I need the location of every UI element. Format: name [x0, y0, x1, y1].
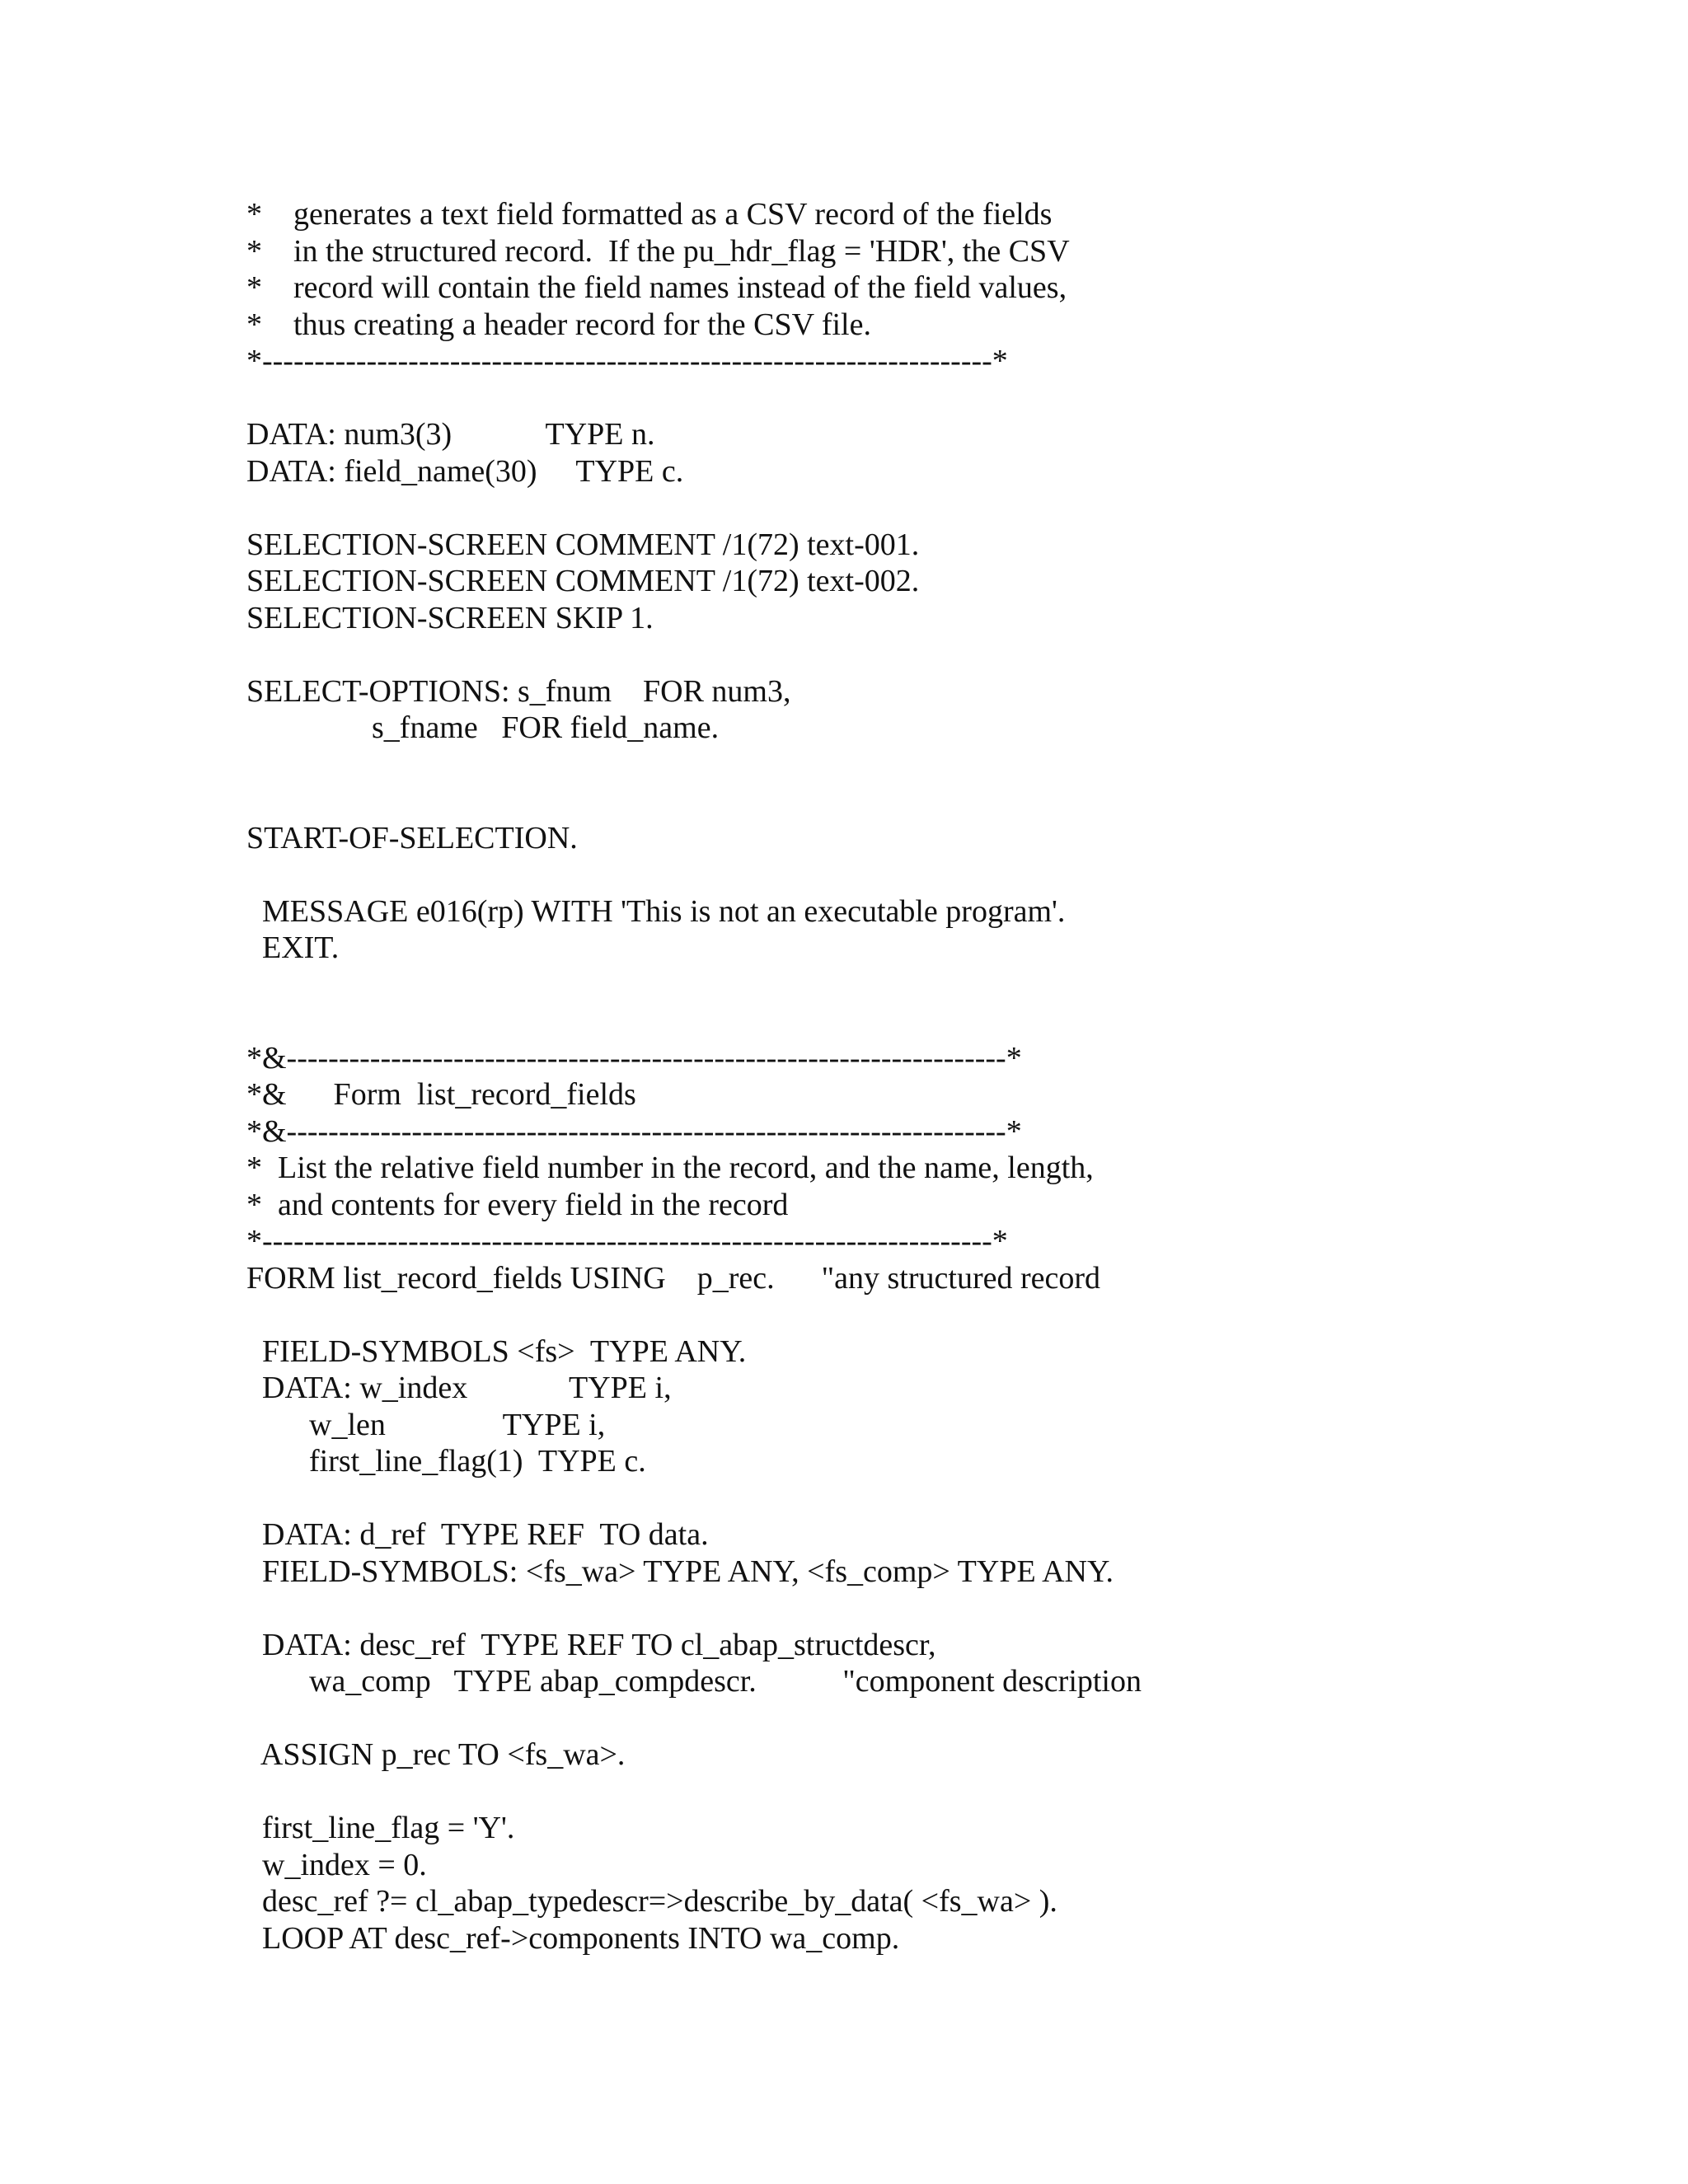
code-line: FIELD-SYMBOLS: <fs_wa> TYPE ANY, <fs_comp> TYPE ANY.	[246, 1554, 1114, 1589]
blank-line	[246, 1003, 1648, 1040]
code-line: w_len TYPE i,	[246, 1407, 606, 1442]
blank-line	[246, 490, 1648, 527]
code-line: DATA: desc_ref TYPE REF TO cl_abap_structdescr,	[246, 1627, 936, 1662]
code-line: DATA: field_name(30) TYPE c.	[246, 453, 684, 489]
blank-line	[246, 783, 1648, 820]
code-line: * record will contain the field names instead of the field values,	[246, 270, 1067, 305]
code-line: * List the relative field number in the record, and the name, length,	[246, 1151, 1094, 1185]
code-line: EXIT.	[246, 930, 340, 965]
code-line: SELECTION-SCREEN COMMENT /1(72) text-002.	[246, 564, 920, 598]
code-line: LOOP AT desc_ref->components INTO wa_comp.	[246, 1920, 900, 1956]
code-line: SELECT-OPTIONS: s_fnum FOR num3,	[246, 673, 791, 709]
comment-divider: *&---------------------------------------------------------------------*	[246, 1113, 1022, 1149]
blank-line	[246, 1296, 1648, 1333]
code-line: * in the structured record. If the pu_hdr_flag = 'HDR', the CSV	[246, 233, 1070, 269]
code-line: DATA: d_ref TYPE REF TO data.	[246, 1517, 709, 1552]
code-line: * generates a text field formatted as a CSV record of the fields	[246, 197, 1053, 232]
blank-line	[246, 856, 1648, 893]
code-line: FORM list_record_fields USING p_rec. "any structured record	[246, 1260, 1101, 1296]
code-line: first_line_flag(1) TYPE c.	[246, 1444, 646, 1479]
code-line: DATA: w_index TYPE i,	[246, 1371, 672, 1405]
blank-line	[246, 380, 1648, 417]
blank-line	[246, 1590, 1648, 1627]
code-line: desc_ref ?= cl_abap_typedescr=>describe_by_data( <fs_wa> ).	[246, 1884, 1057, 1919]
code-line: * and contents for every field in the record	[246, 1187, 789, 1222]
blank-line	[246, 1774, 1648, 1811]
code-line: DATA: num3(3) TYPE n.	[246, 417, 655, 452]
code-line: wa_comp TYPE abap_compdescr. "component description	[246, 1664, 1142, 1699]
code-line: SELECTION-SCREEN SKIP 1.	[246, 600, 654, 635]
code-line: MESSAGE e016(rp) WITH 'This is not an executable program'.	[246, 893, 1066, 929]
form-header-comment: *& Form list_record_fields	[246, 1077, 636, 1112]
comment-divider: *----------------------------------------------------------------------*	[246, 1224, 1008, 1258]
code-line: FIELD-SYMBOLS <fs> TYPE ANY.	[246, 1333, 747, 1369]
code-line: s_fname FOR field_name.	[246, 710, 720, 745]
blank-line	[246, 636, 1648, 673]
blank-line	[246, 1480, 1648, 1517]
blank-line	[246, 1700, 1648, 1737]
blank-line	[246, 967, 1648, 1004]
code-line: START-OF-SELECTION.	[246, 820, 578, 855]
code-line: ASSIGN p_rec TO <fs_wa>.	[246, 1737, 626, 1772]
comment-divider: *&---------------------------------------------------------------------*	[246, 1040, 1022, 1076]
code-listing	[246, 196, 1648, 1957]
code-line: SELECTION-SCREEN COMMENT /1(72) text-001.	[246, 527, 920, 562]
code-line: * thus creating a header record for the CSV file.	[246, 307, 871, 342]
blank-line	[246, 747, 1648, 784]
code-line: w_index = 0.	[246, 1847, 427, 1882]
code-line: first_line_flag = 'Y'.	[246, 1811, 515, 1845]
comment-divider: *----------------------------------------------------------------------*	[246, 344, 1008, 378]
